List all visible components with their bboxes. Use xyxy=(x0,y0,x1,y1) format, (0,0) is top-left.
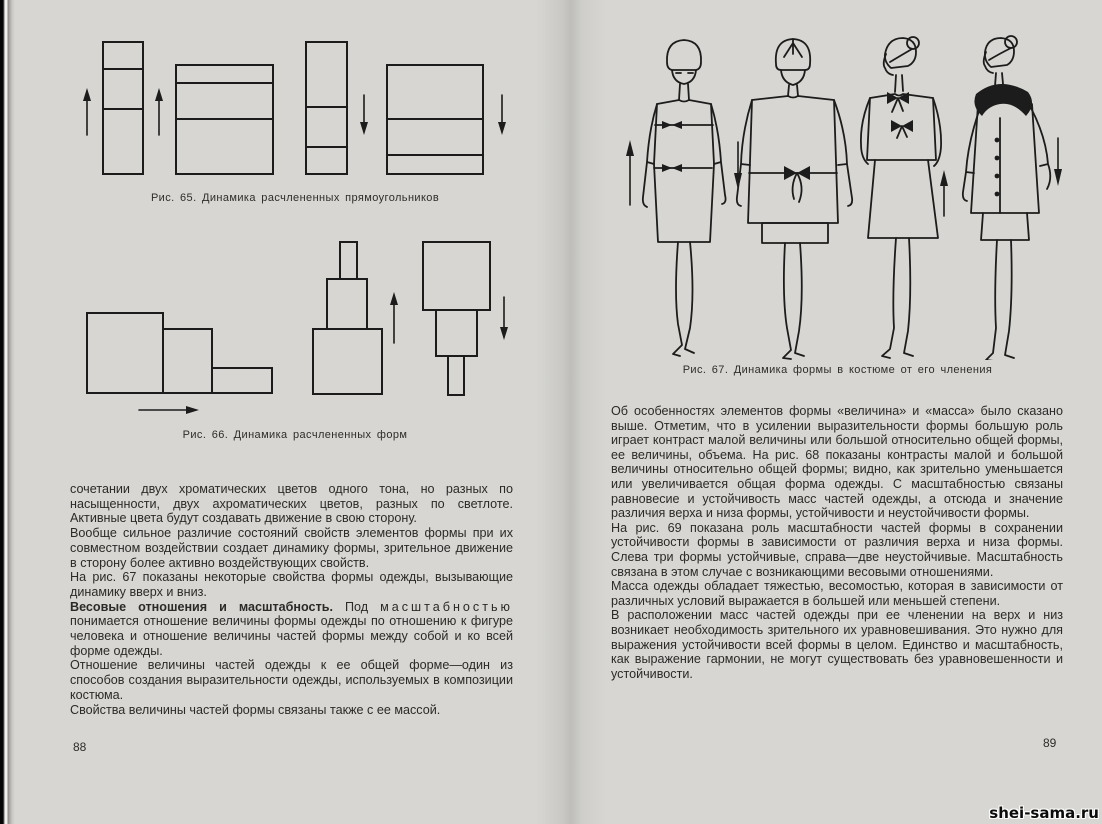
divided-rectangle-4 xyxy=(387,65,483,174)
page-number-right: 89 xyxy=(1043,736,1057,750)
paragraph: Весовые отношения и масштабность. Под масштабностью понимается отношение величины формы одежды по отношению к фигуре человека и отношение величины частей формы между собой и ко всей форме одежды. xyxy=(70,599,513,658)
page-gutter-shadow xyxy=(536,0,606,824)
page-number-left: 88 xyxy=(73,740,87,754)
fig66-diagram xyxy=(70,235,520,420)
paragraph: Об особенностях элементов формы «величина» и «масса» было сказано выше. Отметим, что в усилении выразительности формы большую роль играет контраст малой величины или большой относительно общей формы, ее величины, объема. На рис. 68 показаны контрасты малой и большой величины относительно общей формы; видно, как зрительно уменьшается или увеличивается общая форма одежды. С масштабностью связаны равновесие и устойчивость масс частей одежды, а отсюда и значение различия верха и низа формы, устойчивости и неустойчивости формы. xyxy=(611,404,1063,521)
paragraph-bold-lead: Весовые отношения и масштабность. xyxy=(70,599,333,614)
paragraph: Свойства величины частей формы связаны также с ее массой. xyxy=(70,702,441,717)
down-arrow-icon xyxy=(360,95,368,135)
paragraph: сочетании двух хроматических цветов одного тона, но разных по насыщенности, двух ахроматических цветов, разных по светлоте. Активные цвета будут создавать движение в свою сторону. xyxy=(70,482,513,526)
up-arrow-icon xyxy=(940,170,948,216)
paragraph: Вообще сильное различие состояний свойств элементов формы при их совместном воздействии создает динамику формы, зрительное движение в сторону более активно воздействующих свойств. xyxy=(70,526,513,570)
paragraph: Масса одежды обладает тяжестью, весомостью, которая в зависимости от различных условий выражается в большей или меньшей степени. xyxy=(611,579,1063,608)
paragraph: Отношение величины частей одежды к ее общей форме—один из способов создания выразительности одежды, используемых в композиции костюма. xyxy=(70,658,513,702)
paragraph: На рис. 69 показана роль масштабности частей формы в сохранении устойчивости формы в зависимости от различия верха и низа формы. Слева три формы устойчивые, справа—две неустойчивые. Масштабность связана в этом случае с возникающими весовыми отношениями. xyxy=(611,520,1063,579)
left-page-text xyxy=(70,482,513,717)
paragraph: В расположении масс частей одежды при ее членении на верх и низ возникает необходимость зрительного их уравновешивания. Это нужно для выражения устойчивости всей формы в целом. Единство и масштабность, как выражение гармонии, не могут существовать без уравновешенности и устойчивости. xyxy=(611,608,1063,681)
stacked-forms-descending xyxy=(423,242,490,395)
up-arrow-icon xyxy=(390,292,398,343)
stacked-forms-ascending xyxy=(313,242,382,394)
down-arrow-icon xyxy=(1054,138,1062,186)
scan-left-edge xyxy=(0,0,15,824)
up-arrow-icon xyxy=(83,88,91,135)
right-page-text xyxy=(611,404,1063,681)
figure-woman-2 xyxy=(737,39,852,359)
up-arrow-icon xyxy=(626,140,634,205)
figure-woman-1 xyxy=(643,40,726,356)
fig67-caption: Рис. 67. Динамика формы в костюме от его членения xyxy=(682,364,993,376)
fig67-fashion-figures xyxy=(600,12,1095,360)
down-arrow-icon xyxy=(500,297,508,340)
watermark-shei-sama: shei-sama.ru xyxy=(989,804,1099,822)
paragraph: На рис. 67 показаны некоторые свойства формы одежды, вызывающие динамику вверх и вниз. xyxy=(70,570,513,599)
divided-rectangle-3 xyxy=(306,42,347,174)
down-arrow-icon xyxy=(498,95,506,135)
fig66-caption: Рис. 66. Динамика расчлененных форм xyxy=(182,429,408,441)
right-arrow-icon xyxy=(139,406,199,414)
figure-woman-4 xyxy=(963,36,1050,360)
up-arrow-icon xyxy=(155,88,163,135)
figure-woman-3 xyxy=(861,37,941,358)
fig65-diagram xyxy=(70,30,520,180)
divided-rectangle-1 xyxy=(103,42,143,174)
stepped-forms-right xyxy=(87,313,272,393)
divided-rectangle-2 xyxy=(176,65,273,174)
fig65-caption: Рис. 65. Динамика расчлененных прямоугольников xyxy=(150,192,440,204)
